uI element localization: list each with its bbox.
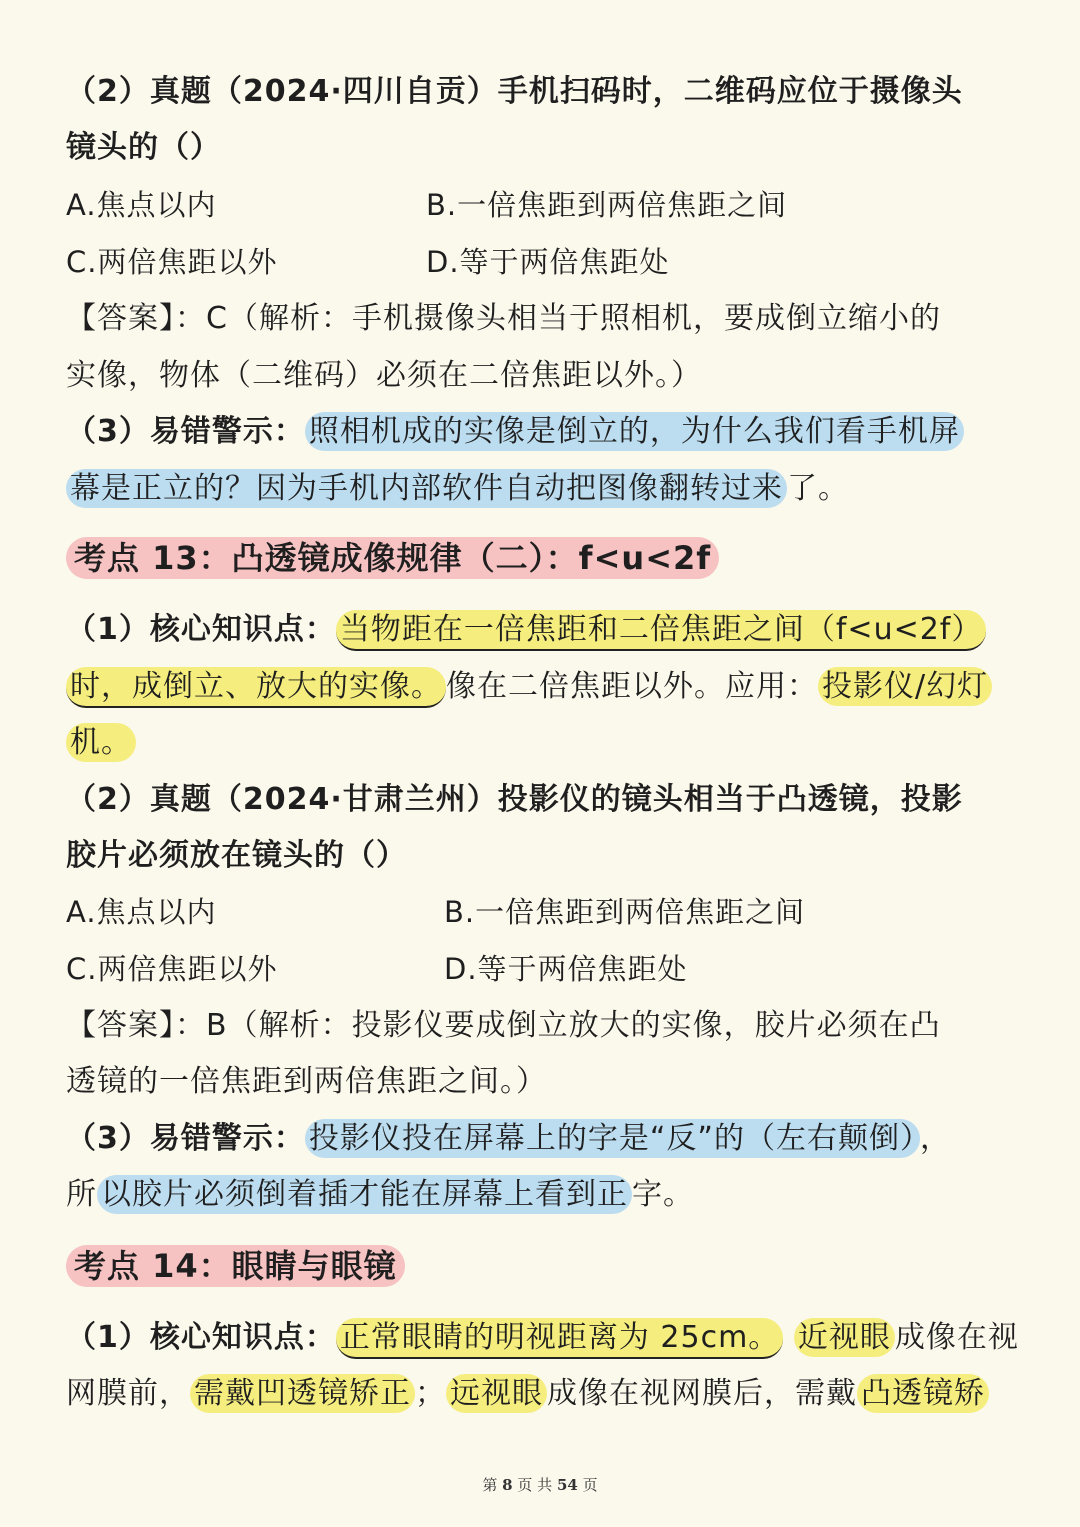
- question-2-line-2: 镜头的（）: [66, 130, 221, 165]
- answer-line-2: 透镜的一倍焦距到两倍焦距之间。）: [66, 1064, 547, 1099]
- option-a: A.焦点以内: [66, 188, 217, 222]
- warning-line-1: [66, 1117, 1020, 1161]
- option-b: B.一倍焦距到两倍焦距之间: [444, 895, 806, 929]
- key-point-label: （1）核心知识点：: [66, 612, 336, 647]
- key-point-highlight: 需戴凹透镜矫正: [190, 1374, 415, 1413]
- key-point-label: （1）核心知识点：: [66, 1320, 336, 1355]
- key-point-highlight: 当物距在一倍焦距和二倍焦距之间（f<u<2f）: [336, 610, 987, 651]
- warning-label: （3）易错警示：: [66, 1121, 305, 1156]
- warning-text: 所: [66, 1177, 97, 1212]
- warning-text: ，: [919, 1121, 951, 1156]
- option-a: A.焦点以内: [66, 895, 217, 929]
- section-14-title: 考点 14：眼睛与眼镜: [66, 1245, 405, 1287]
- question-2-line-2: 胶片必须放在镜头的（）: [66, 838, 407, 873]
- key-point-line-2: [66, 665, 1020, 709]
- warning-highlight: 以胶片必须倒着插才能在屏幕上看到正: [97, 1175, 632, 1214]
- key-point-text: ；: [415, 1376, 446, 1411]
- footer-prefix: 第: [482, 1476, 498, 1494]
- section-14-heading: [66, 1244, 1020, 1288]
- key-point-highlight: 机。: [66, 723, 136, 762]
- key-point-text: 像在二倍焦距以外。应用：: [446, 669, 818, 704]
- question-2-line-1: （2）真题（2024·甘肃兰州）投影仪的镜头相当于凸透镜，投影: [66, 782, 963, 817]
- option-d: D.等于两倍焦距处: [426, 245, 670, 279]
- key-point-highlight: 正常眼睛的明视距离为 25cm。: [336, 1318, 783, 1359]
- warning-line-2: [66, 1173, 1020, 1217]
- key-point-text: 网膜前，: [66, 1376, 190, 1411]
- warning-highlight: 照相机成的实像是倒立的，为什么我们看手机屏: [305, 412, 964, 451]
- key-point-line-2: [66, 1372, 1020, 1416]
- warning-text: 了。: [787, 471, 849, 506]
- footer-middle: 页 共: [517, 1476, 553, 1494]
- key-point-highlight: 远视眼: [446, 1374, 547, 1413]
- section-13-title: 考点 13：凸透镜成像规律（二）：f<u<2f: [66, 537, 719, 579]
- key-point-highlight: 时，成倒立、放大的实像。: [66, 667, 446, 708]
- warning-highlight: 幕是正立的？因为手机内部软件自动把图像翻转过来: [66, 469, 787, 508]
- key-point-line-1: [66, 608, 1020, 652]
- option-b: B.一倍焦距到两倍焦距之间: [426, 188, 788, 222]
- answer-line-2: 实像，物体（二维码）必须在二倍焦距以外。）: [66, 358, 702, 393]
- page-number: 8: [502, 1476, 513, 1494]
- option-c: C.两倍焦距以外: [66, 952, 278, 986]
- key-point-text: 成像在视: [894, 1320, 1019, 1355]
- warning-line-2: [66, 467, 1020, 511]
- warning-highlight: 投影仪投在屏幕上的字是“反”的（左右颠倒）: [305, 1119, 920, 1158]
- warning-text: 字。: [632, 1177, 694, 1212]
- section-13-heading: [66, 536, 1020, 580]
- answer-line-1: 【答案】：C（解析：手机摄像头相当于照相机，要成倒立缩小的: [66, 301, 941, 336]
- key-point-line-1: [66, 1316, 1020, 1360]
- footer-suffix: 页: [582, 1476, 598, 1494]
- warning-line-1: [66, 410, 1020, 454]
- option-d: D.等于两倍焦距处: [444, 952, 688, 986]
- key-point-highlight: 投影仪/幻灯: [818, 667, 992, 706]
- key-point-text: 成像在视网膜后，需戴: [547, 1376, 857, 1411]
- key-point-highlight: 近视眼: [794, 1318, 895, 1357]
- page-footer: [0, 1474, 1080, 1495]
- key-point-line-3: [66, 721, 1020, 765]
- warning-label: （3）易错警示：: [66, 414, 305, 449]
- total-pages: 54: [556, 1476, 578, 1494]
- key-point-highlight: 凸透镜矫: [857, 1374, 989, 1413]
- answer-line-1: 【答案】：B（解析：投影仪要成倒立放大的实像，胶片必须在凸: [66, 1008, 941, 1043]
- question-2-line-1: （2）真题（2024·四川自贡）手机扫码时，二维码应位于摄像头: [66, 74, 963, 109]
- option-c: C.两倍焦距以外: [66, 245, 278, 279]
